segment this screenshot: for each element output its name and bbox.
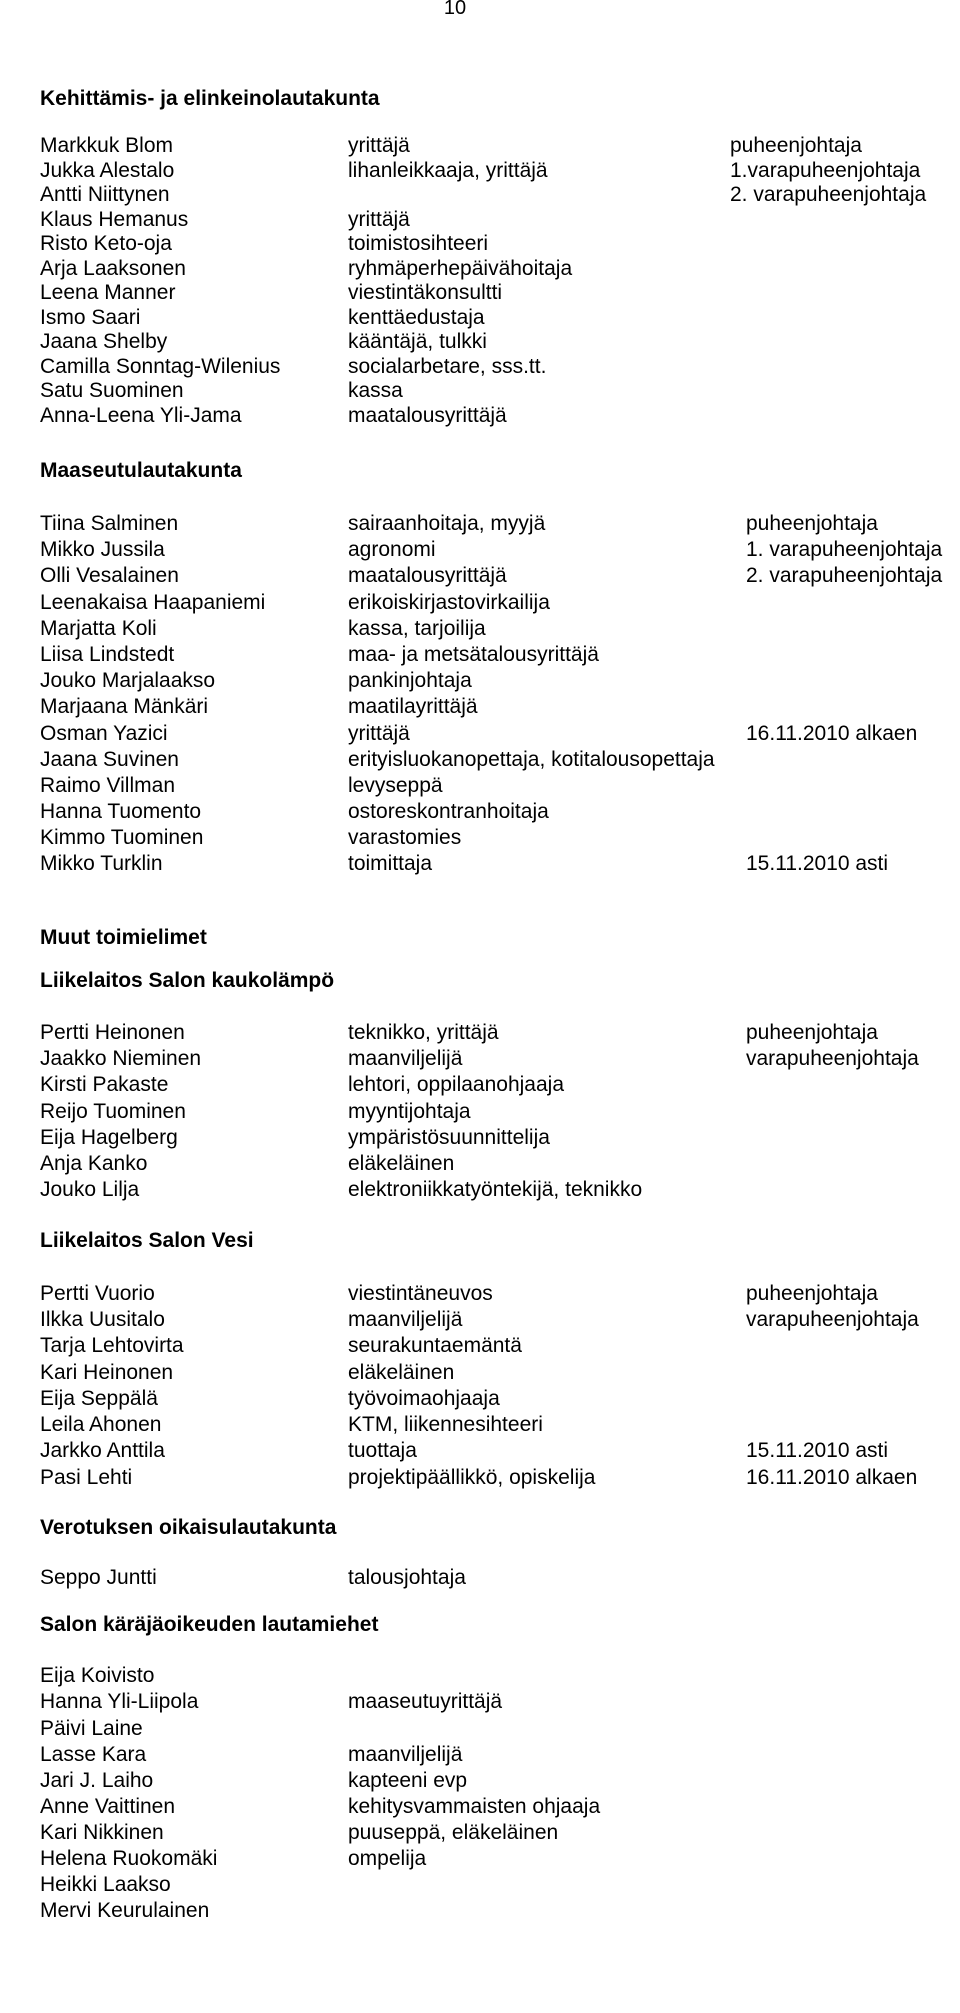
- section-heading: Liikelaitos Salon kaukolämpö: [40, 968, 335, 992]
- member-role: viestintäkonsultti: [348, 281, 503, 304]
- member-row: [40, 773, 950, 799]
- section-heading: Verotuksen oikaisulautakunta: [40, 1516, 337, 1540]
- member-role: maanviljelijä: [348, 1742, 463, 1766]
- member-role: erityisluokanopettaja, kotitalousopettaja: [348, 747, 715, 771]
- member-row: [40, 1846, 950, 1872]
- member-name: Leena Manner: [40, 281, 176, 304]
- member-role: maatalousyrittäjä: [348, 564, 507, 588]
- member-role: ostoreskontranhoitaja: [348, 800, 549, 824]
- member-list: [40, 1020, 950, 1204]
- member-row: [40, 799, 950, 825]
- member-row: [40, 825, 950, 851]
- member-name: Päivi Laine: [40, 1716, 143, 1740]
- member-name: Kari Heinonen: [40, 1360, 174, 1384]
- member-row: [40, 721, 950, 747]
- member-row: [40, 1716, 950, 1742]
- member-row: [40, 1768, 950, 1794]
- member-name: Hanna Tuomento: [40, 800, 202, 824]
- member-role: työvoimaohjaaja: [348, 1386, 500, 1410]
- member-position: puheenjohtaja: [730, 134, 862, 157]
- member-row: [40, 183, 950, 208]
- member-name: Anna-Leena Yli-Jama: [40, 403, 242, 427]
- member-role: lihanleikkaaja, yrittäjä: [348, 158, 548, 182]
- member-role: yrittäjä: [348, 134, 410, 157]
- section-heading: Salon käräjäoikeuden lautamiehet: [40, 1613, 379, 1637]
- member-row: [40, 1099, 950, 1125]
- member-role: ympäristösuunnittelija: [348, 1125, 550, 1149]
- member-position: 2. varapuheenjohtaja: [730, 183, 927, 206]
- member-role: maaseutuyrittäjä: [348, 1690, 503, 1714]
- member-name: Raimo Villman: [40, 773, 175, 797]
- member-row: [40, 747, 950, 773]
- member-role: lehtori, oppilaanohjaaja: [348, 1073, 564, 1097]
- member-role: ryhmäperhepäivähoitaja: [348, 256, 573, 280]
- member-row: [40, 330, 950, 355]
- member-row: [40, 1072, 950, 1098]
- member-role: elektroniikkatyöntekijä, teknikko: [348, 1178, 643, 1202]
- member-row: [40, 1386, 950, 1412]
- member-position: 15.11.2010 asti: [746, 852, 889, 876]
- member-name: Pasi Lehti: [40, 1465, 133, 1489]
- member-row: [40, 1794, 950, 1820]
- member-name: Olli Vesalainen: [40, 564, 179, 588]
- member-name: Tiina Salminen: [40, 512, 179, 535]
- member-name: Anja Kanko: [40, 1152, 148, 1176]
- member-role: KTM, liikennesihteeri: [348, 1413, 543, 1437]
- member-row: [40, 355, 950, 380]
- member-position: 2. varapuheenjohtaja: [746, 564, 943, 588]
- member-name: Jarkko Anttila: [40, 1439, 165, 1463]
- member-role: teknikko, yrittäjä: [348, 1020, 499, 1044]
- member-row: [40, 1565, 950, 1591]
- member-row: [40, 642, 950, 668]
- member-position: puheenjohtaja: [746, 1020, 878, 1044]
- member-row: [40, 1020, 950, 1046]
- member-role: eläkeläinen: [348, 1152, 455, 1176]
- section-liikelaitos-salon-kaukolampo: [40, 968, 950, 1204]
- member-name: Kirsti Pakaste: [40, 1073, 169, 1097]
- member-role: projektipäällikkö, opiskelija: [348, 1465, 596, 1489]
- member-position: varapuheenjohtaja: [746, 1046, 919, 1070]
- section-heading: Maaseutulautakunta: [40, 459, 242, 482]
- member-role: seurakuntaemäntä: [348, 1334, 522, 1358]
- member-name: Hanna Yli-Liipola: [40, 1690, 199, 1714]
- member-name: Leenakaisa Haapaniemi: [40, 590, 266, 614]
- member-role: sairaanhoitaja, myyjä: [348, 512, 546, 535]
- member-list: [40, 511, 950, 878]
- member-name: Satu Suominen: [40, 379, 184, 402]
- member-position: puheenjohtaja: [746, 1281, 878, 1305]
- member-row: [40, 511, 950, 537]
- member-list: [40, 1565, 950, 1591]
- member-role: kehitysvammaisten ohjaaja: [348, 1794, 601, 1818]
- section-kehittamis-ja-elinkeinolautakunta: [40, 86, 950, 428]
- section-heading: Liikelaitos Salon Vesi: [40, 1228, 254, 1252]
- section-maaseutulautakunta: [40, 458, 950, 878]
- member-name: Jouko Marjalaakso: [40, 669, 216, 693]
- member-row: [40, 1412, 950, 1438]
- member-name: Jari J. Laiho: [40, 1768, 154, 1792]
- member-row: [40, 404, 950, 429]
- member-name: Helena Ruokomäki: [40, 1847, 218, 1871]
- member-name: Tarja Lehtovirta: [40, 1334, 184, 1358]
- member-row: [40, 616, 950, 642]
- member-role: kassa, tarjoilija: [348, 616, 486, 640]
- member-role: kenttäedustaja: [348, 305, 485, 329]
- member-row: [40, 1046, 950, 1072]
- member-role: toimittaja: [348, 852, 433, 876]
- member-row: [40, 159, 950, 184]
- member-row: [40, 1872, 950, 1898]
- member-role: maa- ja metsätalousyrittäjä: [348, 642, 599, 666]
- member-name: Seppo Juntti: [40, 1566, 157, 1590]
- member-name: Jaana Suvinen: [40, 747, 179, 771]
- member-row: [40, 1151, 950, 1177]
- member-position: 16.11.2010 alkaen: [746, 1465, 918, 1489]
- member-name: Eija Seppälä: [40, 1386, 158, 1410]
- member-row: [40, 1438, 950, 1464]
- member-name: Markkuk Blom: [40, 134, 174, 157]
- member-position: 15.11.2010 asti: [746, 1439, 889, 1463]
- member-role: eläkeläinen: [348, 1360, 455, 1384]
- member-role: levyseppä: [348, 773, 443, 797]
- member-role: maatilayrittäjä: [348, 695, 478, 719]
- section-verotuksen-oikaisulautakunta: [40, 1515, 950, 1591]
- member-role: myyntijohtaja: [348, 1099, 471, 1123]
- member-row: [40, 668, 950, 694]
- member-list: [40, 1281, 950, 1491]
- member-role: maatalousyrittäjä: [348, 403, 507, 427]
- member-name: Ismo Saari: [40, 305, 141, 329]
- member-row: [40, 306, 950, 331]
- member-row: [40, 379, 950, 404]
- member-row: [40, 1742, 950, 1768]
- member-name: Ilkka Uusitalo: [40, 1308, 165, 1331]
- member-name: Pertti Vuorio: [40, 1281, 155, 1305]
- member-row: [40, 1820, 950, 1846]
- member-role: pankinjohtaja: [348, 669, 472, 693]
- document-body: [40, 86, 950, 1924]
- other-bodies-heading: Muut toimielimet: [40, 925, 207, 949]
- member-name: Reijo Tuominen: [40, 1099, 186, 1123]
- member-role: kääntäjä, tulkki: [348, 330, 487, 353]
- member-name: Arja Laaksonen: [40, 256, 186, 280]
- member-name: Jaakko Nieminen: [40, 1046, 202, 1070]
- member-row: [40, 590, 950, 616]
- member-row: [40, 694, 950, 720]
- member-list: [40, 134, 950, 428]
- member-role: viestintäneuvos: [348, 1281, 493, 1305]
- member-row: [40, 1360, 950, 1386]
- member-role: ompelija: [348, 1847, 427, 1871]
- member-row: [40, 208, 950, 233]
- member-name: Jouko Lilja: [40, 1178, 140, 1202]
- member-name: Eija Hagelberg: [40, 1125, 178, 1149]
- member-role: socialarbetare, sss.tt.: [348, 354, 547, 378]
- member-row: [40, 281, 950, 306]
- page-number: 10: [443, 0, 467, 19]
- member-row: [40, 134, 950, 159]
- section-salon-karajaoikeuden-lautamiehet: [40, 1612, 950, 1924]
- member-role: toimistosihteeri: [348, 232, 489, 255]
- member-row: [40, 1898, 950, 1924]
- member-name: Risto Keto-oja: [40, 232, 172, 255]
- member-name: Anne Vaittinen: [40, 1794, 176, 1818]
- member-row: [40, 851, 950, 877]
- section-heading: Kehittämis- ja elinkeinolautakunta: [40, 87, 380, 110]
- member-name: Kari Nikkinen: [40, 1820, 164, 1844]
- member-name: Marjatta Koli: [40, 616, 157, 640]
- member-position: varapuheenjohtaja: [746, 1308, 919, 1331]
- member-role: puuseppä, eläkeläinen: [348, 1820, 559, 1844]
- member-name: Heikki Laakso: [40, 1873, 171, 1897]
- member-role: varastomies: [348, 826, 462, 850]
- member-role: agronomi: [348, 538, 436, 562]
- member-name: Eija Koivisto: [40, 1664, 155, 1688]
- member-row: [40, 537, 950, 563]
- member-role: tuottaja: [348, 1439, 417, 1463]
- member-name: Pertti Heinonen: [40, 1020, 185, 1044]
- member-row: [40, 563, 950, 589]
- member-name: Osman Yazici: [40, 721, 168, 745]
- member-name: Antti Niittynen: [40, 183, 170, 206]
- member-role: erikoiskirjastovirkailija: [348, 590, 550, 614]
- member-role: kapteeni evp: [348, 1768, 468, 1792]
- member-name: Mikko Jussila: [40, 538, 165, 562]
- member-list: [40, 1663, 950, 1924]
- member-name: Klaus Hemanus: [40, 207, 189, 231]
- member-name: Leila Ahonen: [40, 1413, 162, 1437]
- member-row: [40, 1125, 950, 1151]
- member-row: [40, 1333, 950, 1359]
- member-row: [40, 1281, 950, 1307]
- member-name: Mikko Turklin: [40, 852, 163, 876]
- member-name: Jukka Alestalo: [40, 158, 175, 182]
- member-name: Kimmo Tuominen: [40, 826, 204, 850]
- member-row: [40, 232, 950, 257]
- member-name: Liisa Lindstedt: [40, 642, 175, 666]
- member-row: [40, 1689, 950, 1715]
- member-position: 1. varapuheenjohtaja: [746, 538, 943, 562]
- member-position: puheenjohtaja: [746, 512, 878, 535]
- member-name: Lasse Kara: [40, 1742, 147, 1766]
- member-position: 16.11.2010 alkaen: [746, 721, 918, 745]
- member-name: Camilla Sonntag-Wilenius: [40, 354, 281, 378]
- member-role: maanviljelijä: [348, 1046, 463, 1070]
- member-role: yrittäjä: [348, 721, 410, 745]
- member-name: Marjaana Mänkäri: [40, 695, 209, 719]
- member-role: maanviljelijä: [348, 1308, 463, 1331]
- member-name: Mervi Keurulainen: [40, 1899, 210, 1923]
- member-role: talousjohtaja: [348, 1566, 466, 1590]
- member-role: kassa: [348, 379, 403, 402]
- member-name: Jaana Shelby: [40, 330, 168, 353]
- member-row: [40, 1663, 950, 1689]
- section-liikelaitos-salon-vesi: [40, 1228, 950, 1491]
- member-position: 1.varapuheenjohtaja: [730, 158, 921, 182]
- member-row: [40, 1465, 950, 1491]
- member-row: [40, 1307, 950, 1333]
- member-row: [40, 257, 950, 282]
- member-row: [40, 1177, 950, 1203]
- member-role: yrittäjä: [348, 207, 410, 231]
